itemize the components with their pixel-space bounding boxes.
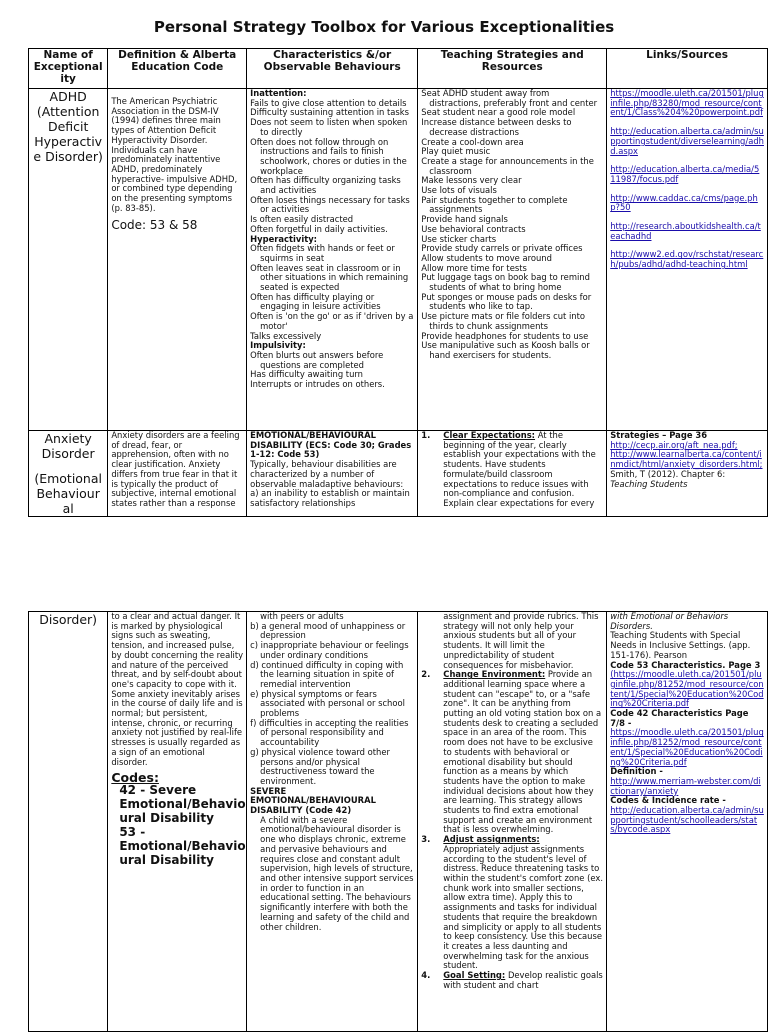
adhd-strategy-item-text: Use behavioral contracts <box>421 223 526 234</box>
adhd-links-cell <box>607 89 768 431</box>
table-row-adhd <box>29 89 768 431</box>
adhd-strategies-cell <box>418 89 607 431</box>
ebd-item-a: a) an inability to establish or maintain satisfactory relationships <box>250 488 410 508</box>
table-row-anxiety-top <box>29 431 768 517</box>
adhd-strategy-item-text: Seat ADHD student away from distractions, preferably front and center <box>421 88 598 108</box>
hyperactivity-item <box>250 332 414 342</box>
inattention-item-text: - Fails to give close attention to details <box>250 97 407 108</box>
strategy-3-text: Appropriately adjust assignments according to the student's level of distress. Reduce threatening tasks to within the student's comfort zone (ex. chunk work into smaller sections, allow extra time). Apply this to assignments and tasks for individual students that require the breakdown and simplicity or apply to all students to keep consistency. Use this because it creates a less daunting and overwhelming task for the anxious student. <box>443 843 603 971</box>
smith-reference: Smith, T (2012). Chapter 6: <box>610 468 726 479</box>
adhd-strategy-item <box>421 273 603 292</box>
anxiety-definition-top: Anxiety disorders are a feeling of dread, fear, or apprehension, often with no clear justification. Anxiety differs from true fear in that it is typically the product of subjective, internal emotional states rather than a response <box>108 431 247 517</box>
ebd-item <box>250 622 414 641</box>
inattention-heading: Inattention: <box>250 88 307 98</box>
impulsivity-heading: Impulsivity: <box>250 340 306 351</box>
header-name: Name of Exceptional ity <box>29 49 108 89</box>
inattention-item <box>250 176 414 195</box>
adhd-strategy-item-text: Make lessons very clear <box>421 175 522 186</box>
inattention-item-text: - Does not seem to listen when spoken to directly <box>250 117 408 137</box>
link-cecp[interactable]: http://cecp.air.org/aft_nea.pdf; <box>610 439 738 450</box>
strategy-4-heading: Goal Setting: <box>443 970 506 981</box>
hyperactivity-list <box>250 244 414 341</box>
impulsivity-item-text: - Has difficulty awaiting turn <box>250 369 363 380</box>
adhd-name: ADHD (Attention Deficit Hyperactiv e Disorder) <box>29 89 108 431</box>
hyperactivity-item-text: - Often has difficulty playing or engaging in leisure activities <box>250 291 381 312</box>
strategy-1-number: 1. <box>421 430 431 440</box>
link-code-42[interactable]: https://moodle.uleth.ca/201501/pluginfile.php/81252/mod_resource/content/1/Special%20Education%20Coding%20Criteria.pdf <box>610 727 764 767</box>
strategy-1-continued: assignment and provide rubrics. This strategy will not only help your anxious students but all of your students. It will limit the unpredictability of student consequences for misbehavior. <box>443 611 599 670</box>
header-strategies: Teaching Strategies and Resources <box>418 49 607 89</box>
severe-ebd-text: A child with a severe emotional/behavioural disorder is one who displays chronic, extreme and pervasive behaviours and requires close and constant adult supervision, high levels of structure, and other intensive support services in order to function in an educational setting. The behaviours significantly interfere with both the learning and safety of the child and other children. <box>260 814 414 932</box>
strategy-4-text: Develop realistic goals with student and chart <box>443 970 603 990</box>
anxiety-name-cell <box>29 431 108 517</box>
adhd-strategy-item <box>421 196 603 215</box>
adhd-link[interactable]: http://education.alberta.ca/admin/supportingstudent/diverselearning/adhd.aspx <box>610 126 764 156</box>
ebd-item <box>250 661 414 690</box>
page-title: Personal Strategy Toolbox for Various Exceptionalities <box>153 18 615 36</box>
link-incidence[interactable]: http://education.alberta.ca/admin/supportingstudent/schoolleaders/stats/bycode.aspx <box>610 805 764 835</box>
ebd-intro: Typically, behaviour disabilities are characterized by a number of observable maladaptive behaviours: <box>250 459 404 489</box>
ebd-item-a-continued: with peers or adults <box>260 611 344 621</box>
adhd-link[interactable]: http://www.caddac.ca/cms/page.php?50 <box>610 192 758 213</box>
adhd-strategy-item-text: Put sponges or mouse pads on desks for students who like to tap. <box>421 291 592 312</box>
inattention-item-text: - Is often easily distracted <box>250 214 354 225</box>
inattention-item-text: - Often has difficulty organizing tasks and activities <box>250 175 401 196</box>
ebd-item-list <box>250 622 414 787</box>
code-53: 53 - Emotional/Behavio ural Disability <box>119 824 246 867</box>
adhd-strategy-item-text: Create a stage for announcements in the classroom <box>421 155 594 176</box>
hyperactivity-item <box>250 293 414 312</box>
hyperactivity-item-text: - Often is 'on the go' or as if 'driven by a motor' <box>250 311 414 331</box>
adhd-strategy-item-text: Allow students to move around <box>421 252 552 263</box>
inattention-item-text: - Difficulty sustaining attention in tasks <box>250 107 409 118</box>
inattention-item-text: - Often forgetful in daily activities. <box>250 223 388 234</box>
link-definition[interactable]: http://www.merriam-webster.com/dictionary/anxiety <box>610 775 761 796</box>
hyperactivity-item-text: - Often leaves seat in classroom or in other situations in which remaining seated is expected <box>250 262 409 293</box>
inattention-item <box>250 138 414 177</box>
anxiety-characteristics-top <box>247 431 418 517</box>
ebd-item-text: d) continued difficulty in coping with the learning situation in spite of remedial intervention <box>250 659 404 689</box>
anxiety-links-top <box>607 431 768 517</box>
adhd-strategy-item-text: Play quiet music <box>421 146 491 157</box>
adhd-definition: The American Psychiatric Association in the DSM-IV (1994) defines three main types of Attention Deficit Hyperactivity Disorder. Individuals can have predominately inattentive ADHD, predominately hyperactive- impulsive ADHD, or combined type depending on the presenting symptoms (p. 83-85). <box>111 96 238 213</box>
impulsivity-item-text: - Interrupts or intrudes on others. <box>250 379 385 390</box>
ebd-item-text: g) physical violence toward other persons and/or physical destructiveness toward the environment. <box>250 746 390 786</box>
link-code-53[interactable]: (https://moodle.uleth.ca/201501/pluginfile.php/81252/mod_resource/content/1/Special%20Education%20Coding%20Criteria.pdf <box>610 669 764 709</box>
hyperactivity-item-text: - Often fidgets with hands or feet or squirms in seat <box>250 243 395 263</box>
strategy-2-text: Provide an additional learning space where a student can "escape" to, or a "safe zone". It can be anything from putting an old voting station box on a students desk to creating a secluded space in an area of the room. This room does not have to be exclusive to students with behavioral or emotional disability but should function as a means by which students have the option to make individual decisions about how they are learning. This strategy allows students to find extra emotional support and create an environment that is less overwhelming. <box>443 669 602 835</box>
ebd-item-text: b) a general mood of unhappiness or depression <box>250 620 406 641</box>
inattention-item <box>250 196 414 215</box>
strategy-2-number: 2. <box>421 669 431 680</box>
impulsivity-item-text: - Often blurts out answers before questions are completed <box>250 349 384 370</box>
hyperactivity-item <box>250 312 414 331</box>
strategies-page-heading: Strategies – Page 36 <box>610 430 708 440</box>
impulsivity-list <box>250 351 414 390</box>
adhd-strategy-item-text: Use manipulative such as Koosh balls or hand exercisers for students. <box>421 340 590 360</box>
adhd-strategy-item <box>421 89 603 108</box>
adhd-strategy-item-text: Allow more time for tests <box>421 262 527 273</box>
adhd-strategy-item <box>421 341 603 360</box>
adhd-strategy-item-text: Provide headphones for students to use <box>421 330 589 341</box>
hyperactivity-item-text: - Talks excessively <box>250 330 322 341</box>
adhd-strategy-item-text: Provide study carrels or private offices <box>421 243 583 254</box>
anxiety-strategies-bottom <box>418 612 607 1032</box>
inattention-item-text: - Often does not follow through on instructions and fails to finish schoolwork, chores or duties in the workplace <box>250 136 407 176</box>
adhd-strategy-item <box>421 118 603 137</box>
impulsivity-item <box>250 380 414 390</box>
inattention-item <box>250 118 414 137</box>
codes-heading: Codes: <box>111 770 159 786</box>
adhd-strategy-item <box>421 312 603 331</box>
code-53-characteristics-heading: Code 53 Characteristics. Page 3 <box>610 659 761 670</box>
adhd-strategy-item <box>421 157 603 176</box>
strategy-3-number: 3. <box>421 834 431 845</box>
adhd-strategy-item-text: Use picture mats or file folders cut into thirds to chunk assignments <box>421 311 586 331</box>
anxiety-category: (Emotional Behaviour al <box>34 471 102 516</box>
adhd-link[interactable]: http://education.alberta.ca/media/511987/focus.pdf <box>610 164 760 184</box>
adhd-strategy-item-text: Put luggage tags on book bag to remind students of what to bring home <box>421 272 590 293</box>
hyperactivity-item <box>250 244 414 263</box>
adhd-strategies-list <box>421 89 603 361</box>
smith-reference-title-continued: with Emotional or Behaviors Disorders. <box>610 611 729 631</box>
ebd-item-text: f) difficulties in accepting the realities of personal responsibility and accountability <box>250 717 409 748</box>
adhd-link[interactable]: http://research.aboutkidshealth.ca/teachadhd <box>610 221 761 241</box>
adhd-link[interactable]: https://moodle.uleth.ca/201501/pluginfile.php/83280/mod_resource/content/1/Class%204%20powerpoint.pdf <box>610 88 764 118</box>
adhd-strategy-item-text: Provide hand signals <box>421 214 508 225</box>
adhd-strategy-item-text: Use sticker charts <box>421 233 497 244</box>
inattention-list <box>250 99 414 235</box>
adhd-strategy-item-text: Increase distance between desks to decrease distractions <box>421 117 572 137</box>
adhd-strategy-item <box>421 293 603 312</box>
adhd-strategy-item-text: Seat student near a good role model <box>421 107 576 118</box>
code-42-characteristics-heading: Code 42 Characteristics Page 7/8 - <box>610 708 749 728</box>
inattention-item <box>250 225 414 235</box>
link-learnalberta[interactable]: http://www.learnalberta.ca/content/inmdict/html/anxiety_disorders.html; <box>610 449 763 470</box>
header-characteristics: Characteristics &/or Observable Behaviours <box>247 49 418 89</box>
ebd-item <box>250 690 414 719</box>
code-42: 42 - Severe Emotional/Behavio ural Disability <box>119 782 246 825</box>
ebd-heading: EMOTIONAL/BEHAVIOURAL DISABILITY (ECS: Code 30; Grades 1-12: Code 53) <box>250 430 412 460</box>
adhd-links-list <box>610 89 764 270</box>
table-row-anxiety-bottom <box>29 612 768 1032</box>
header-row <box>29 49 768 89</box>
strategy-3-heading: Adjust assignments: <box>443 834 540 845</box>
smith-reference-title: Teaching Students <box>610 478 688 489</box>
anxiety-definition-bottom: to a clear and actual danger. It is marked by physiological signs such as sweating, tension, and increased pulse, by doubt concerning the reality and nature of the perceived threat, and by self-doubt about one's capacity to cope with it. Some anxiety inevitably arises in the course of daily life and is normal; but persistent, intense, chronic, or recurring anxiety not justified by real-life stresses is usually regarded as a sign of an emotional disorder. <box>111 611 244 767</box>
ebd-item <box>250 641 414 660</box>
anxiety-name: Anxiety Disorder <box>41 431 95 461</box>
inattention-item-text: - Often loses things necessary for tasks or activities <box>250 194 410 215</box>
adhd-link[interactable]: http://www2.ed.gov/rschstat/research/pubs/adhd/adhd-teaching.html <box>610 249 764 270</box>
anxiety-name-continued: Disorder) <box>29 612 108 1032</box>
strategy-4-number: 4. <box>421 970 431 981</box>
header-definition: Definition & Alberta Education Code <box>108 49 247 89</box>
adhd-characteristics-cell <box>247 89 418 431</box>
anxiety-characteristics-bottom <box>247 612 418 1032</box>
severe-ebd-heading: SEVERE EMOTIONAL/BEHAVIOURAL DISABILITY (Code 42) <box>250 785 376 816</box>
incidence-heading: Codes & Incidence rate - <box>610 795 726 806</box>
adhd-code: Code: 53 & 58 <box>111 218 198 233</box>
adhd-strategy-item-text: Use lots of visuals <box>421 185 497 196</box>
hyperactivity-heading: Hyperactivity: <box>250 233 318 244</box>
anxiety-definition-bottom-cell <box>108 612 247 1032</box>
strategy-table-bottom <box>28 611 768 1032</box>
ebd-item-text: e) physical symptoms or fears associated with personal or school problems <box>250 688 405 719</box>
adhd-strategy-item-text: Create a cool-down area <box>421 136 524 147</box>
anxiety-links-bottom <box>607 612 768 1032</box>
hyperactivity-item <box>250 264 414 293</box>
ebd-item-text: c) inappropriate behaviour or feelings under ordinary conditions <box>250 640 409 660</box>
anxiety-strategies-top <box>418 431 607 517</box>
ebd-item <box>250 748 414 787</box>
header-links: Links/Sources <box>607 49 768 89</box>
strategy-1-heading: Clear Expectations: <box>443 430 536 440</box>
strategy-1-text: At the beginning of the year, clearly establish your expectations with the students. Have students formulate/build classroom expectations to reduce issues with non-compliance and confusion. Explain clear expectations for every <box>443 430 596 508</box>
smith-reference-continued: Teaching Students with Special Needs in Inclusive Settings. (app. 151-176). Pearson <box>610 630 751 660</box>
definition-heading: Definition - <box>610 766 663 777</box>
adhd-strategy-item-text: Pair students together to complete assignments <box>421 194 568 215</box>
adhd-definition-cell <box>108 89 247 431</box>
impulsivity-item <box>250 351 414 370</box>
ebd-item <box>250 719 414 748</box>
strategy-2-heading: Change Environment: <box>443 669 546 680</box>
strategy-table-top <box>28 48 768 517</box>
